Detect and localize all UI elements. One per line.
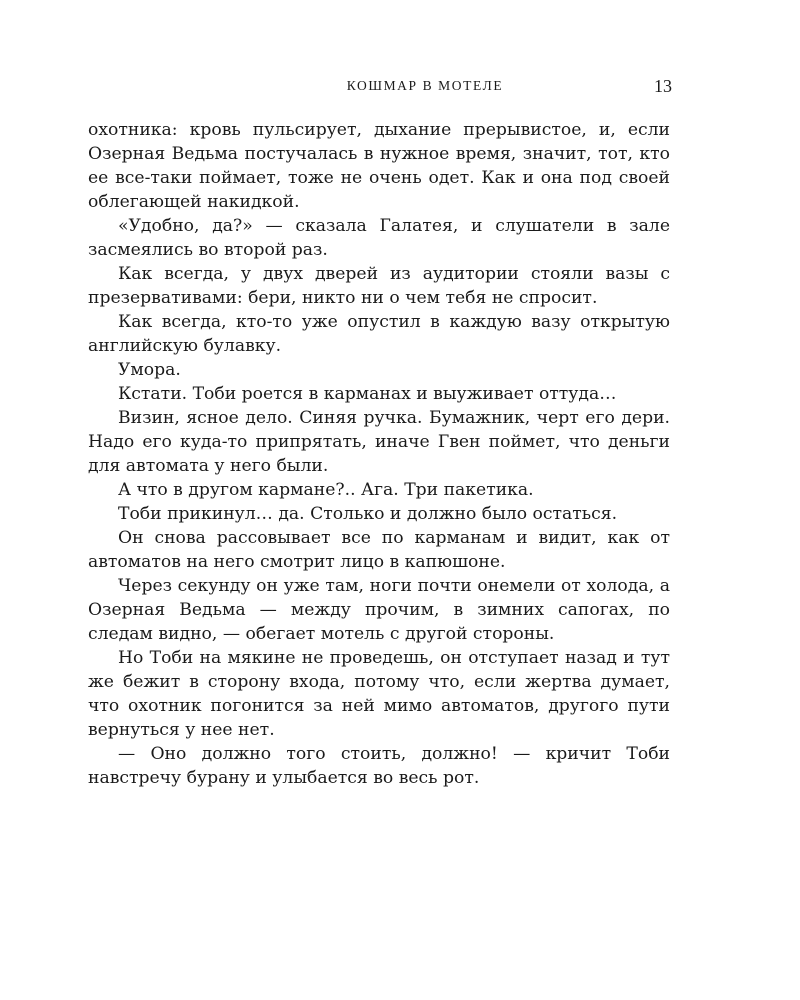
paragraph: Как всегда, кто-то уже опустил в каждую вазу открытую английскую булавку.	[88, 312, 670, 356]
paragraph: Он снова рассовывает все по карманам и видит, как от автоматов на него смотрит лицо в капюшоне.	[88, 528, 670, 572]
paragraph: Кстати. Тоби роется в карманах и выуживает оттуда…	[118, 384, 617, 404]
paragraph: «Удобно, да?» — сказала Галатея, и слушатели в зале засмеялись во второй раз.	[88, 216, 670, 260]
paragraph: Умора.	[118, 360, 181, 380]
paragraph: Но Тоби на мякине не проведешь, он отступает назад и тут же бежит в сторону входа, потому что, если жертва думает, что охотник погонится за ней мимо автоматов, другого пути вернуться у нее нет.	[88, 648, 670, 740]
paragraph: Визин, ясное дело. Синяя ручка. Бумажник, черт его дери. Надо его куда-то припрятать, иначе Гвен поймет, что деньги для автомата у него были.	[88, 408, 670, 476]
paragraph: Как всегда, у двух дверей из аудитории стояли вазы с презервативами: бери, никто ни о чем тебя не спросит.	[88, 264, 670, 308]
body-text	[88, 118, 670, 790]
paragraph: — Оно должно того стоить, должно! — кричит Тоби навстречу бурану и улыбается во весь рот.	[88, 744, 670, 788]
paragraph: Тоби прикинул… да. Столько и должно было остаться.	[118, 504, 618, 524]
paragraph: Через секунду он уже там, ноги почти онемели от холода, а Озерная Ведьма — между прочим, в зимних сапогах, по следам видно, — обегает мотель с другой стороны.	[88, 576, 670, 644]
paragraph: А что в другом кармане?.. Ага. Три пакетика.	[118, 480, 534, 500]
running-title: КОШМАР В МОТЕЛЕ	[346, 78, 504, 93]
paragraph: охотника: кровь пульсирует, дыхание прерывистое, и, если Озерная Ведьма постучалась в нужное время, значит, тот, кто ее все-таки поймает, тоже не очень одет. Как и она под своей облегающей накидкой.	[88, 120, 670, 212]
page-number: 13	[654, 76, 672, 96]
